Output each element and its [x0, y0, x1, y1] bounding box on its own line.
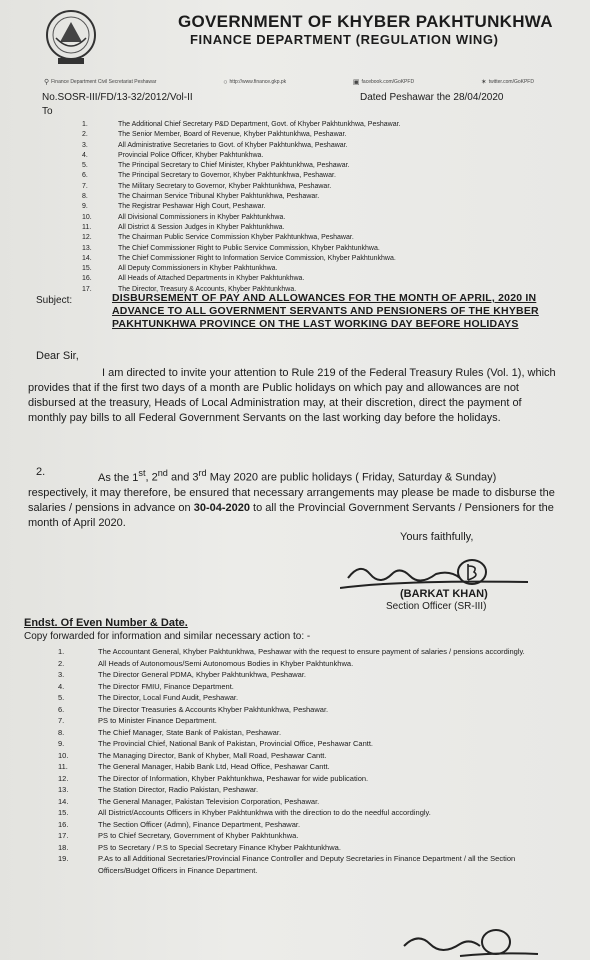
paragraph-1: I am directed to invite your attention to Rule 219 of the Federal Treasury Rules (Vol. 1), which provides that if the first two days of a month are Public holidays on which pay and allowances are not disbursed at the treasury, Heads of Local Administration may, at their discretion, direct the payment of monthly pay bills to all Federal Government Servants on the last working day before the holidays.: [28, 367, 556, 424]
subject-label: Subject:: [36, 295, 73, 306]
addressee-item: [82, 171, 552, 181]
endorsement-item: [58, 842, 558, 854]
list-item-number: 3.: [82, 141, 88, 149]
paragraph-2: As the 1st, 2nd and 3rd May 2020 are public holidays ( Friday, Saturday & Sunday) respectively, it may therefore, be ensured that necessary arrangements may please be made to disburse the salaries / pensions in advance on 30-04-2020 to all the Provincial Government Servants / Pensioners for the month of April 2020.: [28, 468, 555, 529]
addressee-item: [82, 202, 552, 212]
list-item-number: 15.: [82, 265, 92, 273]
closing: Yours faithfully,: [400, 531, 474, 543]
list-item-text: The Managing Director, Bank of Khyber, Mall Road, Peshawar Cantt.: [98, 750, 327, 760]
list-item-number: 16.: [58, 819, 69, 829]
endorsement-item: [58, 773, 558, 785]
list-item-number: 9.: [58, 739, 65, 748]
addressee-item: [82, 182, 552, 192]
list-item-number: 18.: [58, 842, 69, 852]
endorsement-item: [58, 715, 558, 727]
list-item-text: All Administrative Secretaries to Govt. of Khyber Pakhtunkhwa, Peshawar.: [118, 141, 348, 149]
endorsement-item: [58, 819, 558, 831]
list-item-text: Provincial Police Officer, Khyber Pakhtunkhwa.: [118, 151, 264, 159]
addressee-item: [82, 120, 552, 130]
list-item-text: PS to Secretary / P.S to Special Secretary Finance Khyber Pakhtunkhwa.: [98, 842, 341, 852]
list-item-number: 13.: [82, 244, 92, 252]
list-item-number: 8.: [58, 727, 65, 737]
handwritten-signature-2: [400, 912, 540, 960]
addressee-item: [82, 223, 552, 233]
list-item-text: The Station Director, Radio Pakistan, Peshawar.: [98, 785, 259, 794]
list-item-number: 14.: [82, 254, 92, 262]
web-contact[interactable]: ○ http://www.finance.gkp.pk: [223, 78, 287, 86]
endorsement-item: [58, 738, 558, 750]
twitter-icon: ✶: [480, 79, 487, 86]
list-item-number: 12.: [58, 773, 69, 783]
endorsement-item: [58, 807, 558, 819]
endorsement-item: [58, 658, 558, 670]
list-item-number: 1.: [58, 647, 65, 656]
addressee-item: [82, 274, 552, 284]
endorsement-item: [58, 727, 558, 739]
list-item-number: 2.: [82, 131, 88, 139]
list-item-number: 11.: [58, 762, 68, 771]
list-item-number: 8.: [82, 193, 88, 201]
endorsement-item: [58, 796, 558, 808]
addressee-item: [82, 264, 552, 274]
endorsement-item: [58, 853, 558, 876]
addressee-list: [82, 120, 552, 295]
list-item-number: 4.: [82, 151, 88, 159]
addressee-item: [82, 254, 552, 264]
list-item-text: The Director of Information, Khyber Pakhtunkhwa, Peshawar for wide publication.: [98, 773, 369, 783]
addressee-item: [82, 130, 552, 140]
list-item-text: The Chairman Service Tribunal Khyber Pakhtunkhwa, Peshawar.: [118, 193, 320, 201]
subject-text: DISBURSEMENT OF PAY AND ALLOWANCES FOR THE MONTH OF APRIL, 2020 IN ADVANCE TO ALL GOVERNMENT SERVANTS AND PENSIONERS OF THE KHYBER PAKHTUNKHWA PROVINCE ON THE LAST WORKING DAY BEFORE HOLIDAYS: [112, 292, 539, 330]
endorsement-item: [58, 761, 558, 773]
endorsement-item: [58, 692, 558, 704]
endorsement-item: [58, 669, 558, 681]
endorsement-item: [58, 750, 558, 762]
to-label: To: [42, 106, 53, 117]
list-item-text: The Director, Local Fund Audit, Peshawar.: [98, 693, 239, 702]
header-title: GOVERNMENT OF KHYBER PAKHTUNKHWA: [178, 12, 553, 31]
list-item-number: 16.: [82, 275, 92, 283]
endorsement-intro: Copy forwarded for information and similar necessary action to: -: [24, 631, 311, 642]
addressee-item: [82, 233, 552, 243]
addressee-item: [82, 244, 552, 254]
list-item-number: 17.: [82, 285, 92, 293]
list-item-text: The Director General PDMA, Khyber Pakhtunkhwa, Peshawar.: [98, 670, 307, 679]
disbursement-date: 30-04-2020: [193, 501, 250, 514]
endorsement-item: [58, 704, 558, 716]
list-item-text: The Registrar Peshawar High Court, Peshawar.: [118, 203, 266, 211]
header-subtitle: FINANCE DEPARTMENT (REGULATION WING): [190, 32, 499, 47]
globe-icon: ○: [223, 78, 228, 86]
list-item-number: 14.: [58, 796, 69, 806]
addressee-item: [82, 192, 552, 202]
list-item-number: 15.: [58, 808, 69, 817]
list-item-text: The Chief Commissioner Right to Public Service Commission, Khyber Pakhtunkhwa.: [118, 244, 380, 252]
address-contact: ⚲ Finance Department Civil Secretariat Peshawar: [44, 79, 157, 86]
facebook-icon: ▣: [352, 79, 360, 86]
list-item-text: The Senior Member, Board of Revenue, Khyber Pakhtunkhwa, Peshawar.: [118, 131, 347, 139]
salutation: Dear Sir,: [36, 350, 79, 362]
list-item-text: The Principal Secretary to Governor, Khyber Pakhtunkhwa, Peshawar.: [118, 172, 336, 180]
letter-date: Dated Peshawar the 28/04/2020: [360, 92, 504, 103]
addressee-item: [82, 141, 552, 151]
addressee-item: [82, 161, 552, 171]
list-item-number: 7.: [82, 182, 88, 190]
list-item-text: P.As to all Additional Secretaries/Provincial Finance Controller and Deputy Secretaries in Finance Department / all the Section Officers/Budget Officers in Finance Department.: [98, 854, 516, 875]
list-item-text: All Divisional Commissioners in Khyber Pakhtunkhwa.: [118, 213, 286, 221]
endorsement-heading: Endst. Of Even Number & Date.: [24, 617, 188, 629]
list-item-number: 5.: [82, 162, 88, 170]
list-item-number: 6.: [82, 172, 88, 180]
list-item-text: The Director, Treasury & Accounts, Khyber Pakhtunkhwa.: [118, 285, 297, 293]
list-item-number: 9.: [82, 203, 88, 211]
list-item-number: 3.: [58, 670, 65, 679]
list-item-text: All District & Session Judges in Khyber Pakhtunkhwa.: [118, 223, 285, 231]
paragraph-2-number: 2.: [36, 466, 46, 478]
addressee-item: [82, 151, 552, 161]
list-item-text: All Heads of Attached Departments in Khyber Pakhtunkhwa.: [118, 275, 305, 283]
list-item-number: 5.: [58, 693, 65, 702]
contact-strip: [44, 78, 534, 86]
list-item-number: 19.: [58, 854, 69, 863]
list-item-text: The Accountant General, Khyber Pakhtunkhwa, Peshawar with the request to ensure payment of salaries / pensions accordingly.: [98, 647, 525, 656]
list-item-number: 17.: [58, 831, 69, 840]
list-item-number: 1.: [82, 121, 88, 128]
list-item-number: 13.: [58, 785, 69, 794]
list-item-text: The General Manager, Habib Bank Ltd, Head Office, Peshawar Cantt.: [98, 762, 330, 771]
list-item-number: 10.: [58, 750, 69, 760]
list-item-text: The Director Treasuries & Accounts Khyber Pakhtunkhwa, Peshawar.: [98, 704, 329, 714]
location-icon: ⚲: [44, 79, 50, 86]
list-item-text: The Chief Manager, State Bank of Pakistan, Peshawar.: [98, 727, 282, 737]
list-item-text: The Military Secretary to Governor, Khyber Pakhtunkhwa, Peshawar.: [118, 182, 332, 190]
government-emblem-icon: [44, 8, 98, 66]
list-item-number: 4.: [58, 681, 65, 691]
list-item-text: The Principal Secretary to Chief Minister, Khyber Pakhtunkhwa, Peshawar.: [118, 162, 350, 170]
list-item-number: 6.: [58, 704, 65, 714]
list-item-text: All Deputy Commissioners in Khyber Pakhtunkhwa.: [118, 265, 278, 273]
endorsement-list: [58, 646, 558, 876]
endorsement-item: [58, 646, 558, 658]
signatory-name: (BARKAT KHAN): [400, 588, 488, 600]
twitter-contact[interactable]: ✶ twitter.com/GoKPFD: [480, 79, 534, 86]
list-item-text: The Provincial Chief, National Bank of Pakistan, Provincial Office, Peshawar Cantt.: [98, 739, 373, 748]
addressee-item: [82, 213, 552, 223]
list-item-text: The Chairman Public Service Commission Khyber Pakhtunkhwa, Peshawar.: [118, 234, 354, 242]
signatory-title: Section Officer (SR-III): [386, 601, 487, 612]
list-item-text: PS to Chief Secretary, Government of Khyber Pakhtunkhwa.: [98, 831, 299, 840]
endorsement-item: [58, 784, 558, 796]
list-item-number: 7.: [58, 716, 65, 725]
reference-number: No.SOSR-III/FD/13-32/2012/Vol-II: [42, 92, 193, 103]
list-item-number: 10.: [82, 213, 92, 221]
list-item-text: PS to Minister Finance Department.: [98, 716, 217, 725]
list-item-text: All District/Accounts Officers in Khyber Pakhtunkhwa with the direction to do the needful accordingly.: [98, 808, 431, 817]
list-item-number: 12.: [82, 234, 92, 242]
facebook-contact[interactable]: ▣ facebook.com/GoKPFD: [352, 79, 415, 86]
list-item-text: The General Manager, Pakistan Television Corporation, Peshawar.: [98, 796, 320, 806]
list-item-text: The Director FMIU, Finance Department.: [98, 681, 234, 691]
list-item-text: The Section Officer (Admn), Finance Department, Peshawar.: [98, 819, 301, 829]
list-item-text: The Chief Commissioner Right to Information Service Commission, Khyber Pakhtunkhwa.: [118, 254, 396, 262]
list-item-text: The Additional Chief Secretary P&D Department, Govt. of Khyber Pakhtunkhwa, Peshawar.: [118, 121, 401, 128]
list-item-number: 2.: [58, 658, 65, 668]
list-item-number: 11.: [82, 223, 92, 231]
endorsement-item: [58, 681, 558, 693]
endorsement-item: [58, 830, 558, 842]
list-item-text: All Heads of Autonomous/Semi Autonomous Bodies in Khyber Pakhtunkhwa.: [98, 658, 354, 668]
